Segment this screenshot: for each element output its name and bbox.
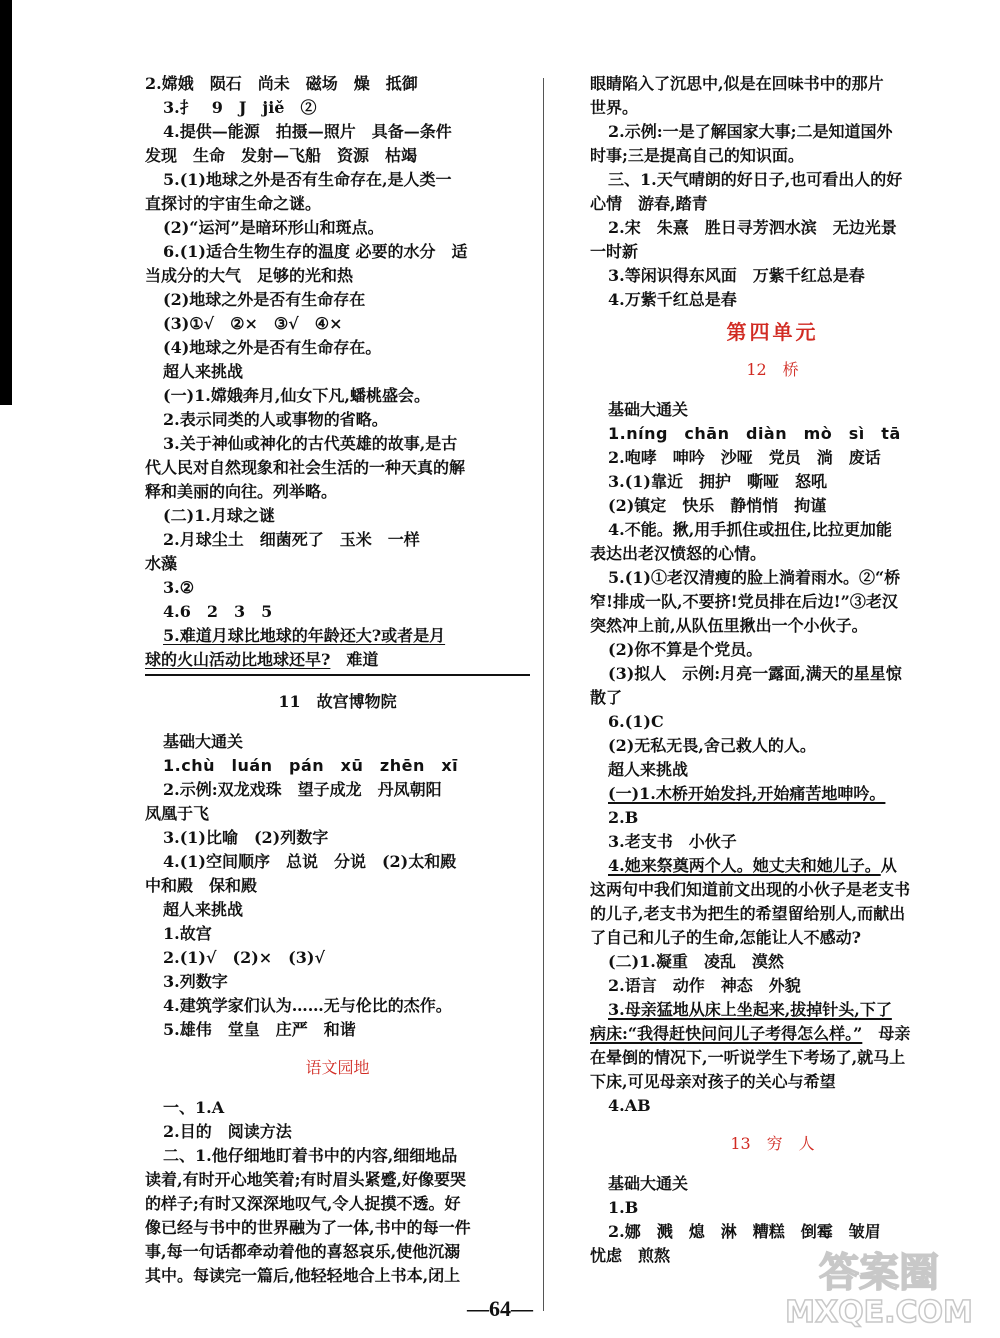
answer-line: 5.雄伟 堂皇 庄严 和谐 [163, 1020, 356, 1039]
answer-line: (一)1.木桥开始发抖,开始痛苦地呻吟。 [608, 784, 886, 803]
answer-line: 的儿子,老支书为把生的希望留给别人,而献出 [590, 904, 906, 923]
answer-line: (3)①√ ②× ③√ ④× [163, 314, 343, 333]
answer-line: 直探讨的宇宙生命之谜。 [145, 194, 322, 213]
section-label: 基础大通关 [608, 400, 689, 419]
answer-line: 2.嫦娥 陨石 尚未 磁场 燥 抵御 [145, 74, 418, 93]
answer-line: 的样子;有时又深深地叹气,令人捉摸不透。好 [145, 1194, 461, 1213]
answer-line: 二、1.他仔细地盯着书中的内容,细细地品 [163, 1146, 458, 1165]
answer-line: 2.目的 阅读方法 [163, 1122, 292, 1141]
answer-fragment: 母亲 [878, 1024, 911, 1043]
answer-line: 世界。 [590, 98, 639, 117]
answer-line: 2.示例:双龙戏珠 望子成龙 丹凤朝阳 [163, 780, 442, 799]
answer-line: 1.B [608, 1198, 639, 1217]
answer-line: 忧虑 煎熬 [590, 1246, 671, 1265]
answer-line: 3.扌 9 J jiě ② [163, 98, 317, 117]
section-label: 基础大通关 [163, 732, 244, 751]
answer-line: 发现 生命 发射—飞船 资源 枯竭 [145, 146, 418, 165]
answer-line: 读着,有时开心地笑着;有时眉头紧蹙,好像要哭 [145, 1170, 467, 1189]
right-column [590, 72, 955, 1268]
answer-line: (2)地球之外是否有生命存在 [163, 290, 366, 309]
answer-line: 散了 [590, 688, 623, 707]
answer-line: (一)1.嫦娥奔月,仙女下凡,蟠桃盛会。 [163, 386, 430, 405]
answer-fragment: 从 [880, 856, 897, 875]
answer-line: 事,每一句话都牵动着他的喜怒哀乐,使他沉溺 [145, 1242, 461, 1261]
answer-line: 三、1.天气晴朗的好日子,也可看出人的好 [608, 170, 903, 189]
answer-line: (2)镇定 快乐 静悄悄 拘谨 [608, 496, 827, 515]
section-label: 超人来挑战 [608, 760, 689, 779]
answer-line: 了自己和儿子的生命,怎能让人不感动? [590, 928, 861, 947]
answer-line: 这两句中我们知道前文出现的小伙子是老支书 [590, 880, 911, 899]
answer-line: 代人民对自然现象和社会生活的一种天真的解 [145, 458, 466, 477]
answer-line: 时事;三是提高自己的知识面。 [590, 146, 804, 165]
answer-line: 3.关于神仙或神化的古代英雄的故事,是古 [163, 434, 458, 453]
answer-line: 5.(1)①老汉清瘦的脸上淌着雨水。②“桥 [608, 568, 901, 587]
answer-line: 一时新 [590, 242, 639, 261]
answer-line: 6.(1)C [608, 712, 664, 731]
answer-line: 5.(1)地球之外是否有生命存在,是人类一 [163, 170, 452, 189]
answer-line: 2.月球尘土 细菌死了 玉米 一样 [163, 530, 420, 549]
answer-line: (2)“运河”是暗环形山和斑点。 [163, 218, 384, 237]
answer-line: (2)你不算是个党员。 [608, 640, 763, 659]
answer-fragment: 难道 [346, 650, 379, 669]
section-label: 超人来挑战 [163, 900, 244, 919]
answer-line: 在晕倒的情况下,一听说学生下考场了,就马上 [590, 1048, 906, 1067]
answer-line: 1.chù luán pán xū zhēn xī [163, 756, 459, 775]
answer-line: 2.示例:一是了解国家大事;二是知道国外 [608, 122, 893, 141]
answer-line: 4.提供—能源 拍摄—照片 具备—条件 [163, 122, 452, 141]
answer-line: 4.6 2 3 5 [163, 602, 273, 621]
answer-line: 3.(1)比喻 (2)列数字 [163, 828, 329, 847]
lesson-heading: 11 故宫博物院 [278, 692, 397, 711]
answer-line: 2.语言 动作 神态 外貌 [608, 976, 801, 995]
answer-line: 3.列数字 [163, 972, 228, 991]
answer-line: 2.(1)√ (2)× (3)√ [163, 948, 325, 967]
answer-line: 2.表示同类的人或事物的省略。 [163, 410, 388, 429]
answer-line: 中和殿 保和殿 [145, 876, 258, 895]
underlined-answer: 4.她来祭奠两个人。她丈夫和她儿子。 [608, 856, 881, 875]
answer-line: 水藻 [145, 554, 178, 573]
answer-line: 2.宋 朱熹 胜日寻芳泗水滨 无边光景 [608, 218, 897, 237]
answer-line: 1.níng chān diàn mò sì tā [608, 424, 901, 443]
left-column [145, 72, 530, 1288]
answer-line: 2.B [608, 808, 639, 827]
answer-line: 其中。每读完一篇后,他轻轻地合上书本,闭上 [145, 1266, 461, 1285]
answer-line: 心情 游春,踏青 [590, 194, 708, 213]
answer-line: 下床,可见母亲对孩子的关心与希望 [590, 1072, 836, 1091]
answer-line: 4.建筑学家们认为……无与伦比的杰作。 [163, 996, 452, 1015]
section-label: 超人来挑战 [163, 362, 244, 381]
answer-line [145, 648, 530, 676]
answer-line: 4.万紫千红总是春 [608, 290, 737, 309]
answer-line: (二)1.月球之谜 [163, 506, 275, 525]
answer-line [590, 854, 955, 878]
answer-line: 像已经与书中的世界融为了一体,书中的每一件 [145, 1218, 471, 1237]
unit-heading: 第四单元 [726, 320, 819, 344]
answer-line: 当成分的大气 足够的光和热 [145, 266, 354, 285]
answer-line: 2.娜 溅 熄 淋 糟糕 倒霉 皱眉 [608, 1222, 881, 1241]
answer-line [590, 1022, 955, 1046]
watermark-text: 答案圈 [819, 1250, 939, 1296]
answer-line: 突然冲上前,从队伍里揪出一个小伙子。 [590, 616, 868, 635]
lesson-heading: 12 桥 [746, 360, 799, 379]
scan-edge [0, 0, 12, 405]
answer-line: 3.母亲猛地从床上坐起来,拔掉针头,下了 [608, 1000, 892, 1019]
answer-line: 3.老支书 小伙子 [608, 832, 737, 851]
watermark-logo [777, 1238, 982, 1330]
underlined-answer: 球的火山活动比地球还早? [145, 650, 331, 669]
column-divider [543, 78, 544, 1311]
section-label: 基础大通关 [608, 1174, 689, 1193]
answer-line: 3.(1)靠近 拥护 嘶哑 怒吼 [608, 472, 827, 491]
answer-line: 1.故宫 [163, 924, 212, 943]
answer-line: 6.(1)适合生物生存的温度 必要的水分 适 [163, 242, 468, 261]
answer-line: 5.难道月球比地球的年龄还大?或者是月 [163, 626, 446, 645]
lesson-heading: 13 穷 人 [730, 1134, 815, 1153]
underlined-answer: 病床:“我得赶快问问儿子考得怎么样。” [590, 1024, 863, 1043]
watermark-url: MXQE.COM [785, 1295, 973, 1330]
answer-line: 4.AB [608, 1096, 651, 1115]
answer-line: 释和美丽的向往。列举略。 [145, 482, 338, 501]
answer-line: 窄!排成一队,不要挤!党员排在后边!”③老汉 [590, 592, 898, 611]
answer-line: 3.等闲识得东风面 万紫千红总是春 [608, 266, 865, 285]
answer-line: 眼睛陷入了沉思中,似是在回味书中的那片 [590, 74, 884, 93]
answer-line: 4.不能。揪,用手抓住或扭住,比拉更加能 [608, 520, 892, 539]
answer-line: 3.② [163, 578, 195, 597]
answer-line: 凤凰于飞 [145, 804, 210, 823]
answer-line: 一、1.A [163, 1098, 225, 1117]
page-number: —64— [467, 1296, 533, 1321]
answer-line: 2.咆哮 呻吟 沙哑 党员 淌 废话 [608, 448, 881, 467]
answer-line: 表达出老汉愤怒的心情。 [590, 544, 767, 563]
answer-line: (4)地球之外是否有生命存在。 [163, 338, 382, 357]
answer-line: (2)无私无畏,舍己救人的人。 [608, 736, 816, 755]
answer-line: 4.(1)空间顺序 总说 分说 (2)太和殿 [163, 852, 457, 871]
answer-line: (3)拟人 示例:月亮一露面,满天的星星惊 [608, 664, 902, 683]
section-heading: 语文园地 [305, 1058, 370, 1077]
answer-line: (二)1.凝重 凌乱 漠然 [608, 952, 784, 971]
